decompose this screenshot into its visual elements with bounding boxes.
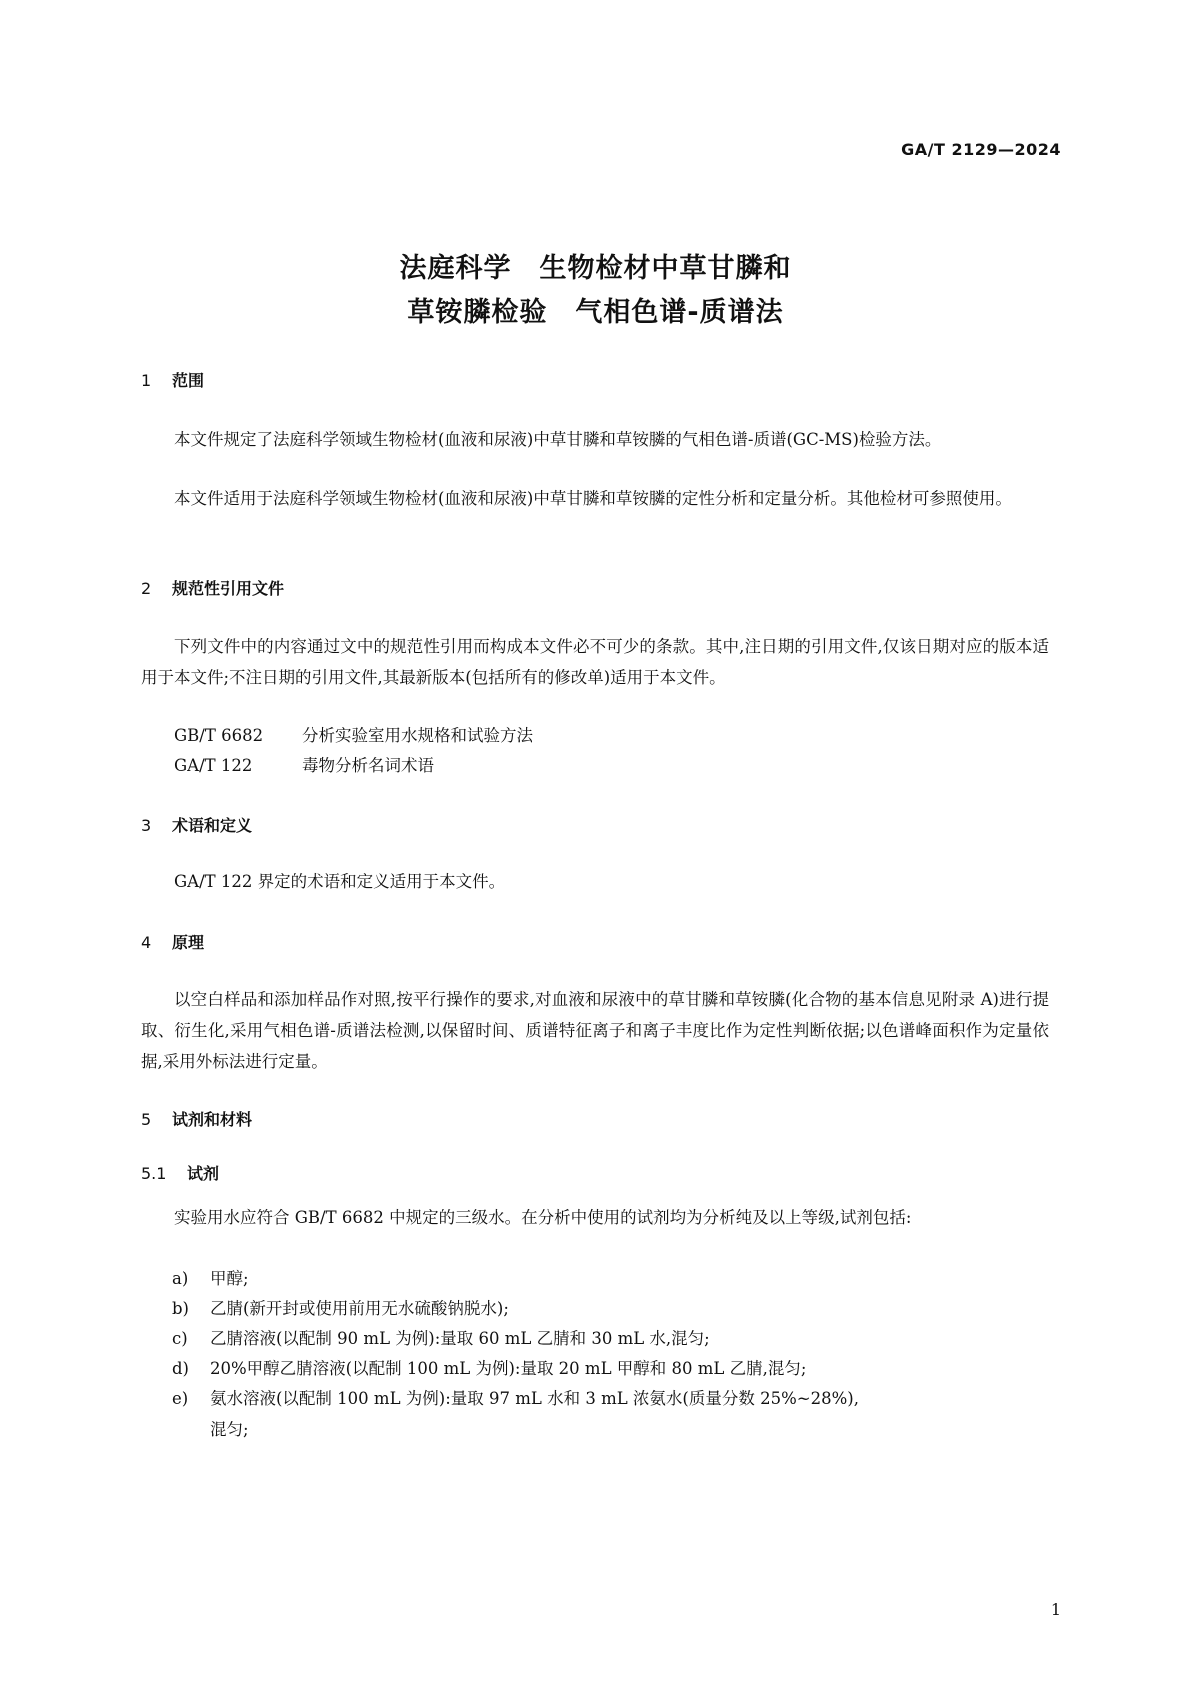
section-heading-terms <box>141 813 252 836</box>
section-number: 2 <box>141 579 152 598</box>
section-heading-reagents-materials <box>141 1107 252 1130</box>
section-title: 规范性引用文件 <box>172 579 285 598</box>
paragraph-terms: GA/T 122 界定的术语和定义适用于本文件。 <box>174 872 506 891</box>
reference-item <box>174 722 533 746</box>
list-marker: a) <box>172 1269 189 1288</box>
section-heading-principle <box>141 930 204 953</box>
section-heading-scope <box>141 368 204 391</box>
subsection-heading-reagents <box>141 1161 219 1184</box>
paragraph-principle: 以空白样品和添加样品作对照,按平行操作的要求,对血液和尿液中的草甘膦和草铵膦(化合物的基本信息见附录 A)进行提取、衍生化,采用气相色谱-质谱法检测,以保留时间、质谱特征离子和离子丰度比作为定性判断依据;以色谱峰面积作为定量依据,采用外标法进行定量。 <box>141 990 1049 1071</box>
paragraph-scope-1: 本文件规定了法庭科学领域生物检材(血液和尿液)中草甘膦和草铵膦的气相色谱-质谱(GC-MS)检验方法。 <box>174 430 942 449</box>
reference-name: 毒物分析名词术语 <box>302 756 434 775</box>
list-item <box>172 1383 1049 1445</box>
list-text: 甲醇; <box>210 1269 249 1288</box>
list-text: 氨水溶液(以配制 100 mL 为例):量取 97 mL 水和 3 mL 浓氨水(质量分数 25%~28%), <box>210 1389 859 1408</box>
reference-name: 分析实验室用水规格和试验方法 <box>302 726 533 745</box>
standard-code: GA/T 2129—2024 <box>901 140 1061 159</box>
reference-code: GB/T 6682 <box>174 726 264 745</box>
reference-item <box>174 752 434 776</box>
section-title: 试剂和材料 <box>172 1110 253 1129</box>
paragraph-references: 下列文件中的内容通过文中的规范性引用而构成本文件必不可少的条款。其中,注日期的引用文件,仅该日期对应的版本适用于本文件;不注日期的引用文件,其最新版本(包括所有的修改单)适用于本文件。 <box>141 637 1049 687</box>
list-item <box>172 1263 1049 1294</box>
page-number: 1 <box>1050 1600 1061 1619</box>
list-text-continued: 混匀; <box>210 1420 249 1439</box>
list-marker: c) <box>172 1329 188 1348</box>
list-item <box>172 1323 1049 1354</box>
section-number: 4 <box>141 933 152 952</box>
section-number: 1 <box>141 371 152 390</box>
subsection-title: 试剂 <box>187 1164 220 1183</box>
list-text: 20%甲醇乙腈溶液(以配制 100 mL 为例):量取 20 mL 甲醇和 80 mL 乙腈,混匀; <box>210 1359 807 1378</box>
reference-code: GA/T 122 <box>174 756 253 775</box>
section-title: 范围 <box>172 371 205 390</box>
section-number: 3 <box>141 816 152 835</box>
list-text: 乙腈溶液(以配制 90 mL 为例):量取 60 mL 乙腈和 30 mL 水,混匀; <box>210 1329 710 1348</box>
document-title-line-1: 法庭科学 生物检材中草甘膦和 <box>399 253 792 284</box>
paragraph-scope-2: 本文件适用于法庭科学领域生物检材(血液和尿液)中草甘膦和草铵膦的定性分析和定量分析。其他检材可参照使用。 <box>174 489 1012 508</box>
paragraph-reagents: 实验用水应符合 GB/T 6682 中规定的三级水。在分析中使用的试剂均为分析纯及以上等级,试剂包括: <box>174 1208 912 1227</box>
list-text: 乙腈(新开封或使用前用无水硫酸钠脱水); <box>210 1299 509 1318</box>
section-title: 原理 <box>172 933 205 952</box>
section-number: 5 <box>141 1110 152 1129</box>
section-heading-normative-references <box>141 576 284 599</box>
list-marker: b) <box>172 1299 189 1318</box>
list-marker: d) <box>172 1359 189 1378</box>
list-marker: e) <box>172 1389 189 1408</box>
list-item <box>172 1353 1049 1384</box>
subsection-number: 5.1 <box>141 1164 167 1183</box>
list-item <box>172 1293 1049 1324</box>
document-title-line-2: 草铵膦检验 气相色谱-质谱法 <box>407 297 784 328</box>
section-title: 术语和定义 <box>172 816 253 835</box>
